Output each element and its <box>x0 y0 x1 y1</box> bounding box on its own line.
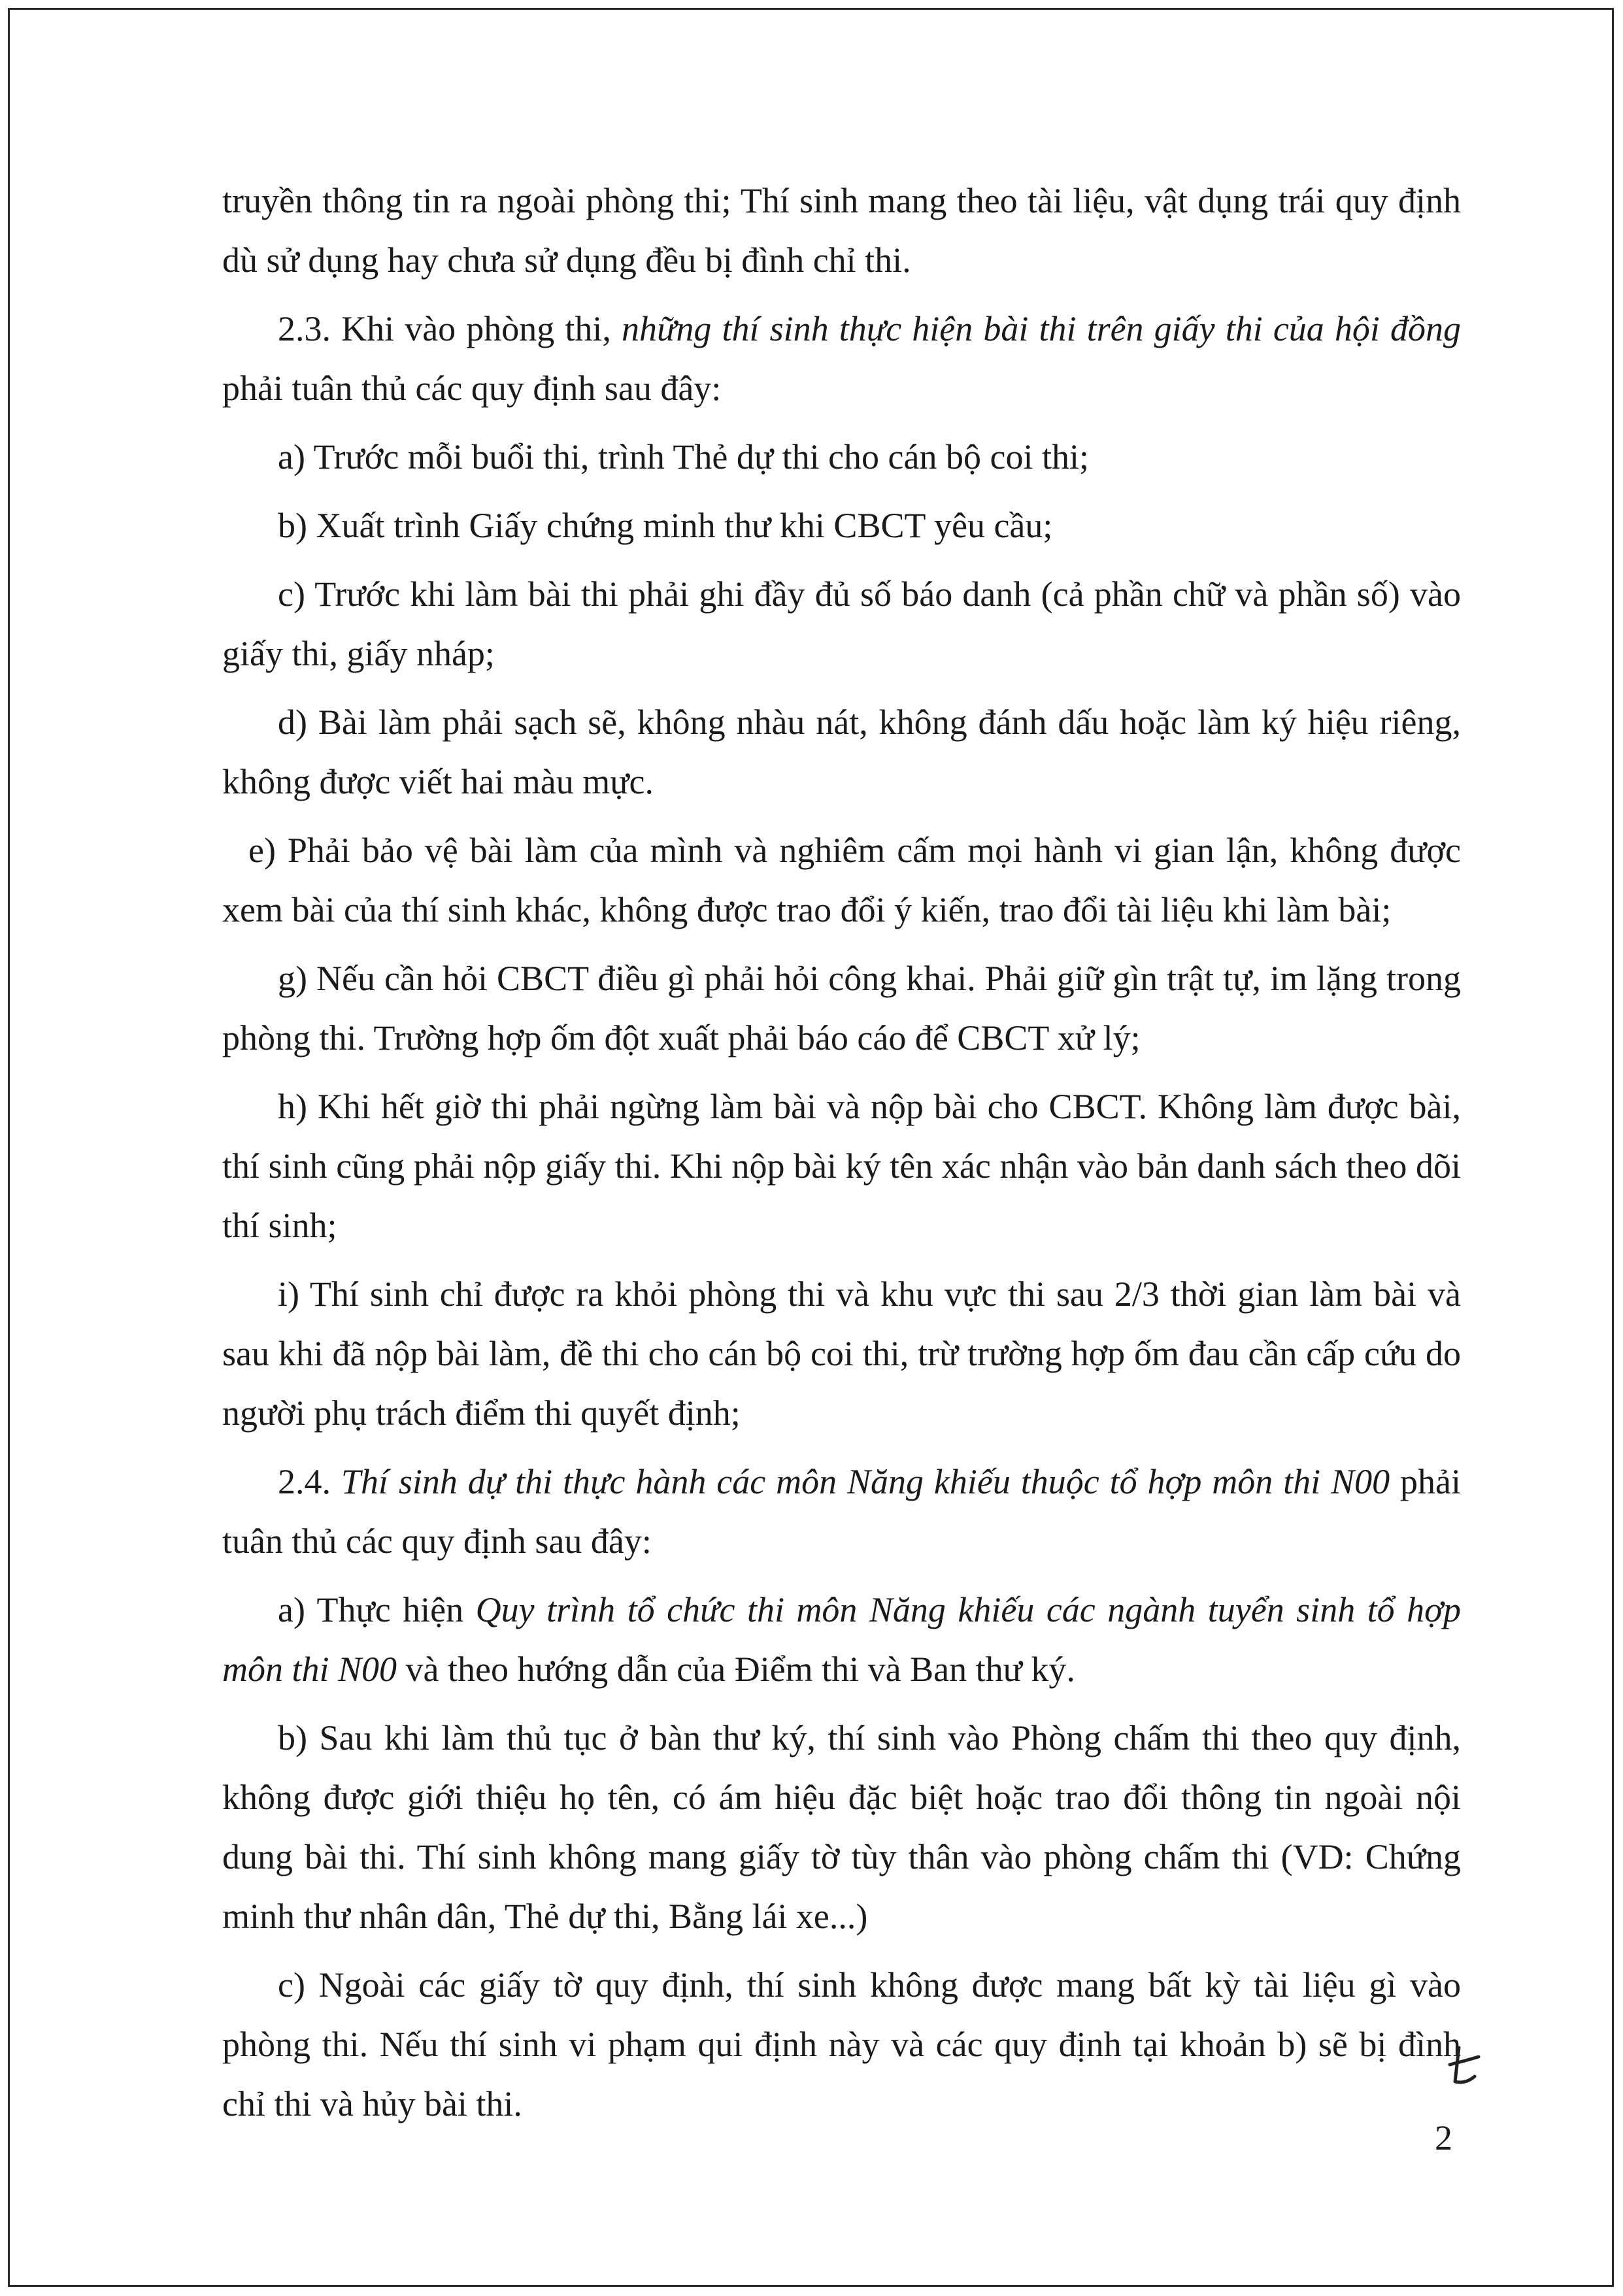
list-item-g: g) Nếu cần hỏi CBCT điều gì phải hỏi công khai. Phải giữ gìn trật tự, im lặng trong phòng thi. Trường hợp ốm đột xuất phải báo cáo để CBCT xử lý; <box>222 959 1461 1057</box>
list-item-e: e) Phải bảo vệ bài làm của mình và nghiêm cấm mọi hành vi gian lận, không được xem bài của thí sinh khác, không được trao đổi ý kiến, trao đổi tài liệu khi làm bài; <box>222 831 1461 929</box>
text-run: a) Thực hiện <box>278 1590 476 1629</box>
paragraph-2-3 <box>222 299 1461 418</box>
list-item-2-4-c: c) Ngoài các giấy tờ quy định, thí sinh không được mang bất kỳ tài liệu gì vào phòng thi. Nếu thí sinh vi phạm qui định này và các quy định tại khoản b) sẽ bị đình chỉ thi và hủy bài thi. <box>222 1965 1461 2123</box>
list-item-b: b) Xuất trình Giấy chứng minh thư khi CBCT yêu cầu; <box>278 506 1053 545</box>
italic-phrase: những thí sinh thực hiện bài thi trên giấy thi của hội đồng <box>621 309 1461 348</box>
document-body <box>222 171 1461 2143</box>
italic-phrase: Thí sinh dự thi thực hành các môn Năng khiếu thuộc tổ hợp môn thi N00 <box>341 1462 1390 1501</box>
initial-handwritten-mark <box>1446 2042 1485 2088</box>
paragraph-continuation: truyền thông tin ra ngoài phòng thi; Thí sinh mang theo tài liệu, vật dụng trái quy định dù sử dụng hay chưa sử dụng đều bị đình chỉ thi. <box>222 181 1461 280</box>
paragraph-2-4 <box>222 1452 1461 1571</box>
list-item-h: h) Khi hết giờ thi phải ngừng làm bài và nộp bài cho CBCT. Không làm được bài, thí sinh cũng phải nộp giấy thi. Khi nộp bài ký tên xác nhận vào bản danh sách theo dõi thí sinh; <box>222 1087 1461 1245</box>
text-run: phải tuân thủ các quy định sau đây: <box>222 1462 1461 1561</box>
italic-phrase: Quy trình tổ chức thi môn Năng khiếu các ngành tuyển sinh tổ hợp môn thi N00 <box>222 1590 1461 1689</box>
list-item-a: a) Trước mỗi buổi thi, trình Thẻ dự thi cho cán bộ coi thi; <box>278 437 1089 476</box>
section-number: 2.3. Khi vào phòng thi, <box>278 309 622 348</box>
text-run: phải tuân thủ các quy định sau đây: <box>222 369 722 408</box>
list-item-c: c) Trước khi làm bài thi phải ghi đầy đủ số báo danh (cả phần chữ và phần số) vào giấy thi, giấy nháp; <box>222 574 1461 673</box>
list-item-i: i) Thí sinh chỉ được ra khỏi phòng thi và khu vực thi sau 2/3 thời gian làm bài và sau khi đã nộp bài làm, đề thi cho cán bộ coi thi, trừ trường hợp ốm đau cần cấp cứu do người phụ trách điểm thi quyết định; <box>222 1274 1461 1433</box>
list-item-2-4-a <box>222 1580 1461 1699</box>
section-number: 2.4. <box>278 1462 341 1501</box>
list-item-2-4-b: b) Sau khi làm thủ tục ở bàn thư ký, thí sinh vào Phòng chấm thi theo quy định, không được giới thiệu họ tên, có ám hiệu đặc biệt hoặc trao đổi thông tin ngoài nội dung bài thi. Thí sinh không mang giấy tờ tùy thân vào phòng chấm thi (VD: Chứng minh thư nhân dân, Thẻ dự thi, Bằng lái xe...) <box>222 1718 1461 1936</box>
page-number: 2 <box>1435 2118 1452 2157</box>
list-item-d: d) Bài làm phải sạch sẽ, không nhàu nát, không đánh dấu hoặc làm ký hiệu riêng, không được viết hai màu mực. <box>222 703 1461 801</box>
text-run: và theo hướng dẫn của Điểm thi và Ban thư ký. <box>397 1650 1075 1689</box>
